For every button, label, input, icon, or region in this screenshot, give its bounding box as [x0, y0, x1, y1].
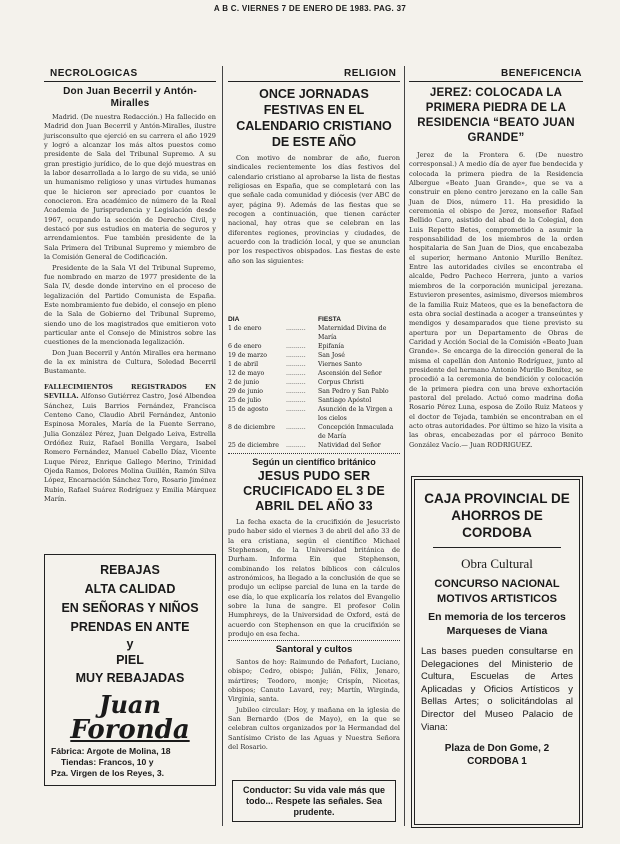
separator — [228, 640, 400, 641]
religion-title: ONCE JORNADAS FESTIVAS EN EL CALENDARIO CRISTIANO DE ESTE AÑO — [236, 87, 392, 149]
feast-day: 1 de enero — [228, 325, 262, 332]
religion-article — [228, 86, 400, 752]
feast-day: 19 de marzo — [228, 352, 267, 359]
ad-tiendas: Tiendas: Francos, 10 y — [61, 757, 154, 767]
feast-name: Santiago Apóstol — [318, 397, 372, 404]
feast-leader: .......... — [286, 361, 306, 368]
feast-row — [228, 405, 400, 423]
separator — [228, 453, 400, 454]
feast-name: Viernes Santo — [318, 361, 362, 368]
caja-rule — [433, 547, 561, 548]
obituary-article — [44, 86, 216, 533]
ad-line: REBAJAS — [100, 563, 160, 577]
feast-name: Maternidad Divina de María — [318, 325, 387, 341]
feast-day: 6 de enero — [228, 343, 262, 350]
jerez-article — [409, 86, 583, 471]
science-text: La fecha exacta de la crucifixión de Jesucristo pudo haber sido el viernes 3 de abril del año 33 de la era cristiana, según el científico Michael Stephenson, de la Universidad británica de Durham. Informa Ein que Stephenson, combinando los relatos bíblicos con cálculos astronómicos, ha llegado a la conclusión de que se produjo un eclipse parcial de luna en la tarde de ese día, lo que explicaría los relatos del Evangelio sobre la luna de sangre. El profesor Colin Humphreys, de la Universidad de Oxford, está de acuerdo con Stephenson en que la crucifixión se produjo en esa fecha. — [228, 518, 400, 639]
deaths-text: Alfonso Gutiérrez Castro, José Albendea Sánchez, Luis Barrios Fernández, Francisca Centeno Cano, Claudio Abril Fernández, Antonio Espinosa Morales, María de la Fuente Serrano, Julia González Pérez, Juan Delgado Leiva, Estrella Ordóñez Ruiz, Rafael Bonilla Vergara, Isabel Romero Fernández, Manuel Cabello Díaz, Vicente Luque Pérez, Enrique Gallego Merino, Trinidad Ojeda Ramos, Dolores Molina Guillén, Ramón Silva López, Encarnación Sánchez Toro, Rosario Jiménez Rubio, Rafael Suárez Rodríguez y Emilia Márquez Marín. — [44, 392, 216, 504]
science-body — [228, 518, 400, 638]
feast-name: San José — [318, 352, 345, 359]
feast-leader: .......... — [286, 397, 306, 404]
feast-leader: .......... — [286, 379, 306, 386]
science-kicker: Según un científico británico — [252, 457, 376, 467]
feast-day: 2 de junio — [228, 379, 260, 386]
caja-body: Las bases pueden consultarse en Delegaciones del Ministerio de Cultura, Escuelas de Artes Aplicadas y Oficios Artísticos y Bellas Artes; o solicitándolas al Director del Museo Palacio de Viana: — [421, 646, 573, 733]
feast-day: 29 de junio — [228, 388, 264, 395]
obituary-paragraph: Don Juan Becerril y Antón Miralles era hermano de la ex ministra de Cultura, Soledad Becerril Bustamante. — [44, 348, 216, 376]
science-title: JESUS PUDO SER CRUCIFICADO EL 3 DE ABRIL DEL AÑO 33 — [243, 469, 385, 513]
jubileo-text: Jubileo circular: Hoy, y mañana en la iglesia de San Bernardo (Dos de Mayo), en la que se celebran cultos organizados por la Hermandad del Santísimo Cristo de las Aguas y Nuestra Señora del Rosario. — [228, 705, 400, 752]
feast-leader: .......... — [286, 325, 306, 332]
feast-name: Corpus Christi — [318, 379, 364, 386]
caja-concurso: CONCURSO NACIONAL — [434, 578, 560, 590]
feast-col-day: DIA — [228, 316, 240, 323]
feast-name: Ascensión del Señor — [318, 370, 382, 377]
feast-leader: .......... — [286, 406, 306, 413]
driver-notice — [232, 780, 396, 822]
feast-day: 25 de julio — [228, 397, 262, 404]
column-divider-1 — [222, 66, 223, 826]
feast-name: Asunción de la Virgen a los cielos — [318, 406, 393, 422]
feast-leader: .......... — [286, 343, 306, 350]
brand-juan: Juan — [99, 690, 161, 719]
feast-row — [228, 360, 400, 369]
santoral-text: Santos de hoy: Raimundo de Peñafort, Luciano, obispo; Cedro, obispo; Julián, Félix, Jenaro, mártires; Teodoro, monje; Crispín, Nicetas, obispos; Canuto Lavard, rey; Martín, Wirginda, Virginia, santa. — [228, 658, 400, 704]
rule-middle — [228, 81, 400, 82]
santoral-body — [228, 658, 400, 752]
section-necrologicas: NECROLOGICAS — [50, 68, 138, 79]
ad-line: MUY REBAJADAS — [75, 671, 185, 685]
feast-day: 8 de diciembre — [228, 424, 275, 431]
caja-address: Plaza de Don Gome, 2 — [444, 743, 550, 755]
feast-leader: .......... — [286, 388, 306, 395]
ad-line: y — [126, 637, 134, 651]
ad-fabrica: Fábrica: Argote de Molina, 18 — [51, 746, 171, 756]
religion-intro — [228, 154, 400, 311]
feast-leader: .......... — [286, 370, 306, 377]
feast-row — [228, 342, 400, 351]
feast-row — [228, 369, 400, 378]
feast-row — [228, 351, 400, 360]
ad-plaza: Pza. Virgen de los Reyes, 3. — [51, 768, 165, 778]
feast-row — [228, 378, 400, 387]
feast-day: 1 de abril — [228, 361, 259, 368]
deaths-heading: FALLECIMIENTOS REGISTRADOS EN SEVILLA. — [44, 383, 216, 401]
feast-name: Concepción Inmaculada de María — [318, 424, 394, 440]
feast-row — [228, 324, 400, 342]
feast-col-name: FIESTA — [318, 316, 341, 323]
obituary-paragraph: Presidente de la Sala VI del Tribunal Supremo, fue nombrado en marzo de 1977 presidente de la Sala IV, desde donde intervino en el proceso de legalización del Partido Comunista de España. Este nombramiento fue debido, el consejo en pleno de la Sala de Gobierno del Tribunal Supremo, siendo uno de los magistrados que emitieron voto particular ante el Consejo de Ministros sobre las cuestiones de la mencionada legalización. — [44, 263, 216, 347]
religion-intro-text: Con motivo de nombrar de año, fueron sindicales recientemente los días festivos del calendario cristiano al aprobarse la lista de fiestas religiosas en España, que se completará con las que señale cada comunidad y diócesis (ver ABC de ayer, página 9). Además de las fiestas que se recogen a continuación, que tienen carácter nacional, hay otras que se celebran en las diferentes regiones, provincias y ciudades, de acuerdo con la tradición local, y que se anuncian por los respectivos obispados. Las fiestas de este año son las siguientes: — [228, 154, 400, 265]
obituary-body — [44, 113, 216, 379]
ad-line: ALTA CALIDAD — [84, 582, 176, 596]
caja-obra: Obra Cultural — [461, 556, 533, 571]
caja-title: AHORROS DE CORDOBA — [451, 508, 543, 540]
feast-name: Natividad del Señor — [318, 442, 381, 449]
feast-day: 15 de agosto — [228, 406, 269, 413]
feast-row — [228, 396, 400, 405]
column-divider-2 — [404, 66, 405, 826]
brand-foronda: Foronda — [70, 715, 190, 745]
feast-leader: .......... — [286, 424, 306, 431]
jerez-text: Jerez de la Frontera 6. (De nuestro corresponsal.) A medio día de ayer fue bendecida y colocada la primera piedra de la Residencia Albergue «Beato Juan Grande», que se va a construir en pleno centro jerezano en la calle San Juan de Dios, número 11. Ha presidido la ceremonia el obispo de Jerez, monseñor Rafael Bellido Caro, asistido del abad de la Colegial, don Luis Repetto Betes, comprometido a asumir la responsabilidad de los miembros de la orden hospitalaria de San Juan de Dios, que encabezaba el superior, hermano Antonio Murillo Benítez. Entre las autoridades civiles se encontraba el alcalde, Pedro Pacheco Herrera, junto a varios miembros de la corporación municipal jerezana. Estuvieron presentes, asimismo, diversos miembros de la familia Ruiz Mateos, que es la benefactora de esta obra social destinada a acoger a transeúntes y mendigos y desamparados que tiene previsto su apertura por un Departamento de Obras de Caridad y Acción Social de la Comisión «Beato Juan Grande». Se encarga de la dirección general de la misma el capellán don Antonio Rodríguez, junto al presidente del hermano Antonio Murillo Benítez, se procedió a la ceremonia de bendición y colocación de la primera piedra con una breve exhortación pastoral del prelado. Actuó como madrina doña Rosario Pérez Luna, esposa de Zoilo Ruiz Mateos y el doctor de Tejada, también se encontraban en el acto otras autoridades. Por último se hizo la visita a las obras, encabezadas por el párroco Benito González Vacío.— Juan RODRIGUEZ. — [409, 151, 583, 449]
obituary-title: Don Juan Becerril y Antón-Miralles — [63, 86, 197, 109]
section-religion: RELIGION — [344, 68, 397, 79]
obituary-paragraph: Madrid. (De nuestra Redacción.) Ha fallecido en Madrid don Juan Becerril y Antón-Miralles, ilustre jurisconsulto que ejerció en su carrera el año 1929 y logró a alcanzar los más altos puestos como presidente de Sala del Tribunal Supremo. A su gran prestigio jurídico, de lo que dejó muestras en la labor desarrollada a lo largo de su vida, se unió un humanismo religioso y unas virtudes humanas que le hicieron ser apreciado por cuantos le conocieron. Era académico de número de la Real Academia de Jurisprudencia y Legislación desde 1967, ocupando la sección de Derecho Civil, y destacó por sus estudios en materia de seguros y arrendamientos. Fue también presidente de la Sala Primera del Tribunal Supremo y miembro de la Comisión General de Codificación. — [44, 113, 216, 262]
feast-leader: .......... — [286, 442, 306, 449]
feast-row — [228, 387, 400, 396]
ad-line: EN SEÑORAS Y NIÑOS — [61, 601, 199, 615]
feast-row — [228, 441, 400, 450]
jerez-title: JEREZ: COLOCADA LA PRIMERA PIEDRA DE LA RESIDENCIA “BEATO JUAN GRANDE” — [417, 87, 575, 144]
ad-line: PRENDAS EN ANTE — [70, 620, 190, 634]
section-beneficencia: BENEFICENCIA — [501, 68, 583, 79]
feast-day: 12 de mayo — [228, 370, 265, 377]
jerez-body — [409, 151, 583, 471]
ad-rebajas — [44, 554, 216, 786]
ad-line: PIEL — [116, 653, 144, 667]
feast-row — [228, 423, 400, 441]
caja-concurso: MOTIVOS ARTISTICOS — [437, 593, 557, 605]
caja-memoria: Marqueses de Viana — [446, 625, 548, 637]
caja-address: CORDOBA 1 — [467, 756, 527, 768]
feast-table — [228, 315, 400, 450]
driver-notice-text: Conductor: Su vida vale más que todo... Respete las señales. Sea prudente. — [242, 785, 386, 817]
rule-left — [44, 81, 216, 82]
feast-day: 25 de diciembre — [228, 442, 279, 449]
caja-memoria: En memoria de los terceros — [428, 611, 566, 623]
feast-name: San Pedro y San Pablo — [318, 388, 389, 395]
ad-caja — [411, 476, 583, 828]
deaths-list — [44, 383, 216, 533]
feast-name: Epifanía — [318, 343, 345, 350]
santoral-heading: Santoral y cultos — [275, 644, 353, 655]
caja-title: CAJA PROVINCIAL DE — [424, 491, 570, 506]
rule-right — [409, 81, 583, 82]
feast-leader: .......... — [286, 352, 306, 359]
page-header: A B C. VIERNES 7 DE ENERO DE 1983. PAG. 37 — [213, 4, 407, 13]
